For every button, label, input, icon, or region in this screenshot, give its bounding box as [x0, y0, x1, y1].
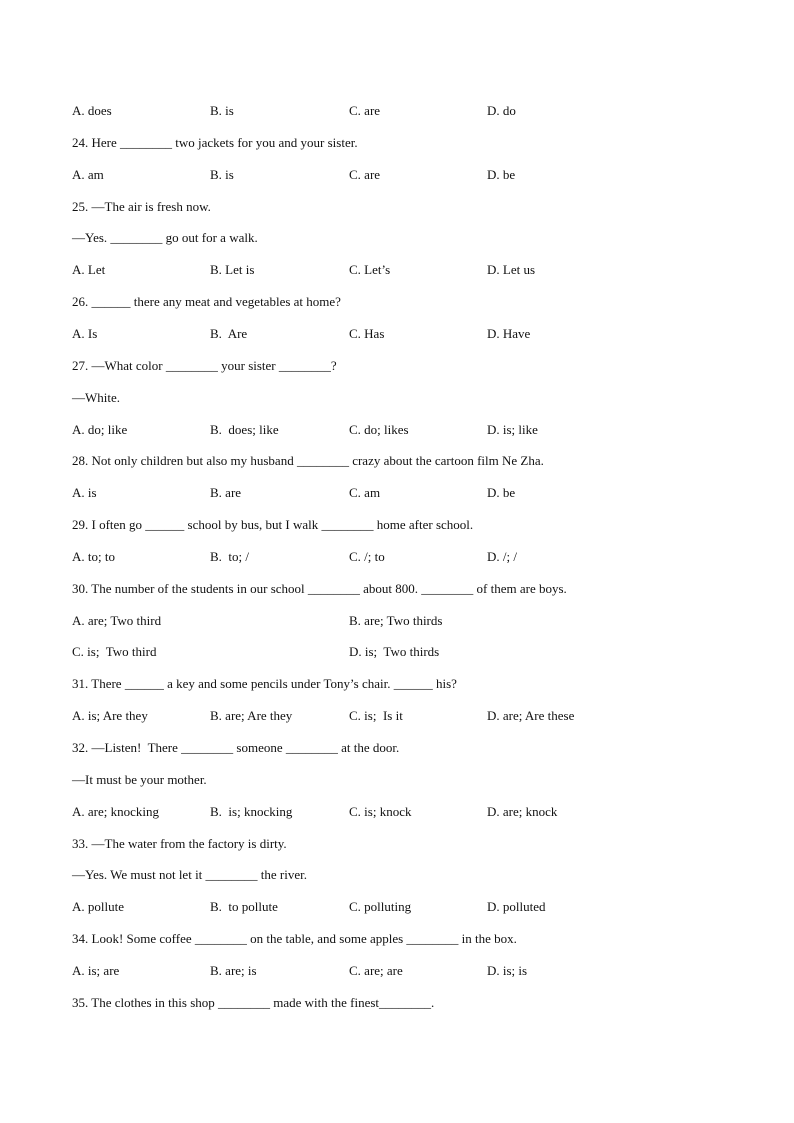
question-line: —White. [72, 390, 121, 405]
answer-option: B. to pollute [210, 899, 278, 914]
answer-option: C. are; are [349, 963, 403, 978]
answer-option: B. is [210, 167, 234, 182]
answer-option: D. is; Two thirds [349, 644, 440, 659]
answer-option: A. is [72, 485, 97, 500]
question-line: 31. There ______ a key and some pencils under Tony’s chair. ______ his? [72, 676, 457, 691]
question-line: 24. Here ________ two jackets for you and your sister. [72, 135, 358, 150]
answer-option: B. is [210, 103, 234, 118]
question-line: 30. The number of the students in our school ________ about 800. ________ of them are boys. [72, 581, 567, 596]
question-line: 27. —What color ________ your sister ________? [72, 358, 337, 373]
answer-option: C. Has [349, 326, 385, 341]
answer-option: D. Let us [487, 262, 536, 277]
answer-option: D. are; Are these [487, 708, 575, 723]
question-line: —Yes. We must not let it ________ the river. [72, 867, 307, 882]
answer-option: C. /; to [349, 549, 385, 564]
question-line: 25. —The air is fresh now. [72, 199, 211, 214]
answer-option: C. do; likes [349, 422, 409, 437]
question-line: 29. I often go ______ school by bus, but I walk ________ home after school. [72, 517, 474, 532]
answer-option: A. is; Are they [72, 708, 148, 723]
answer-option: B. does; like [210, 422, 279, 437]
answer-option: C. are [349, 103, 381, 118]
question-line: 32. —Listen! There ________ someone ________ at the door. [72, 740, 400, 755]
answer-option: B. are; Two thirds [349, 613, 443, 628]
answer-option: A. does [72, 103, 112, 118]
answer-option: C. is; Two third [72, 644, 157, 659]
answer-option: A. pollute [72, 899, 124, 914]
question-line: 28. Not only children but also my husband ________ crazy about the cartoon film Ne Zha. [72, 453, 544, 468]
answer-option: D. is; like [487, 422, 538, 437]
answer-option: C. Let’s [349, 262, 391, 277]
answer-option: B. Are [210, 326, 248, 341]
answer-option: A. is; are [72, 963, 120, 978]
answer-option: A. am [72, 167, 104, 182]
answer-option: A. Is [72, 326, 98, 341]
answer-option: D. /; / [487, 549, 517, 564]
answer-option: A. Let [72, 262, 106, 277]
question-line: 35. The clothes in this shop ________ made with the finest________. [72, 995, 435, 1010]
answer-option: B. are; Are they [210, 708, 293, 723]
question-line: 33. —The water from the factory is dirty. [72, 836, 287, 851]
answer-option: A. are; Two third [72, 613, 162, 628]
answer-option: C. is; Is it [349, 708, 403, 723]
answer-option: A. to; to [72, 549, 115, 564]
answer-option: B. to; / [210, 549, 250, 564]
answer-option: D. Have [487, 326, 531, 341]
question-line: —Yes. ________ go out for a walk. [72, 230, 258, 245]
answer-option: D. do [487, 103, 516, 118]
answer-option: C. am [349, 485, 381, 500]
question-line: —It must be your mother. [72, 772, 207, 787]
answer-option: B. are; is [210, 963, 257, 978]
answer-option: B. are [210, 485, 242, 500]
answer-option: B. Let is [210, 262, 255, 277]
answer-option: A. do; like [72, 422, 128, 437]
answer-option: D. be [487, 485, 516, 500]
answer-option: C. polluting [349, 899, 412, 914]
answer-option: D. is; is [487, 963, 528, 978]
question-line: 34. Look! Some coffee ________ on the table, and some apples ________ in the box. [72, 931, 517, 946]
answer-option: A. are; knocking [72, 804, 160, 819]
answer-option: B. is; knocking [210, 804, 293, 819]
question-line: 26. ______ there any meat and vegetables at home? [72, 294, 341, 309]
answer-option: D. polluted [487, 899, 546, 914]
answer-option: D. are; knock [487, 804, 558, 819]
answer-option: C. are [349, 167, 381, 182]
answer-option: D. be [487, 167, 516, 182]
answer-option: C. is; knock [349, 804, 412, 819]
